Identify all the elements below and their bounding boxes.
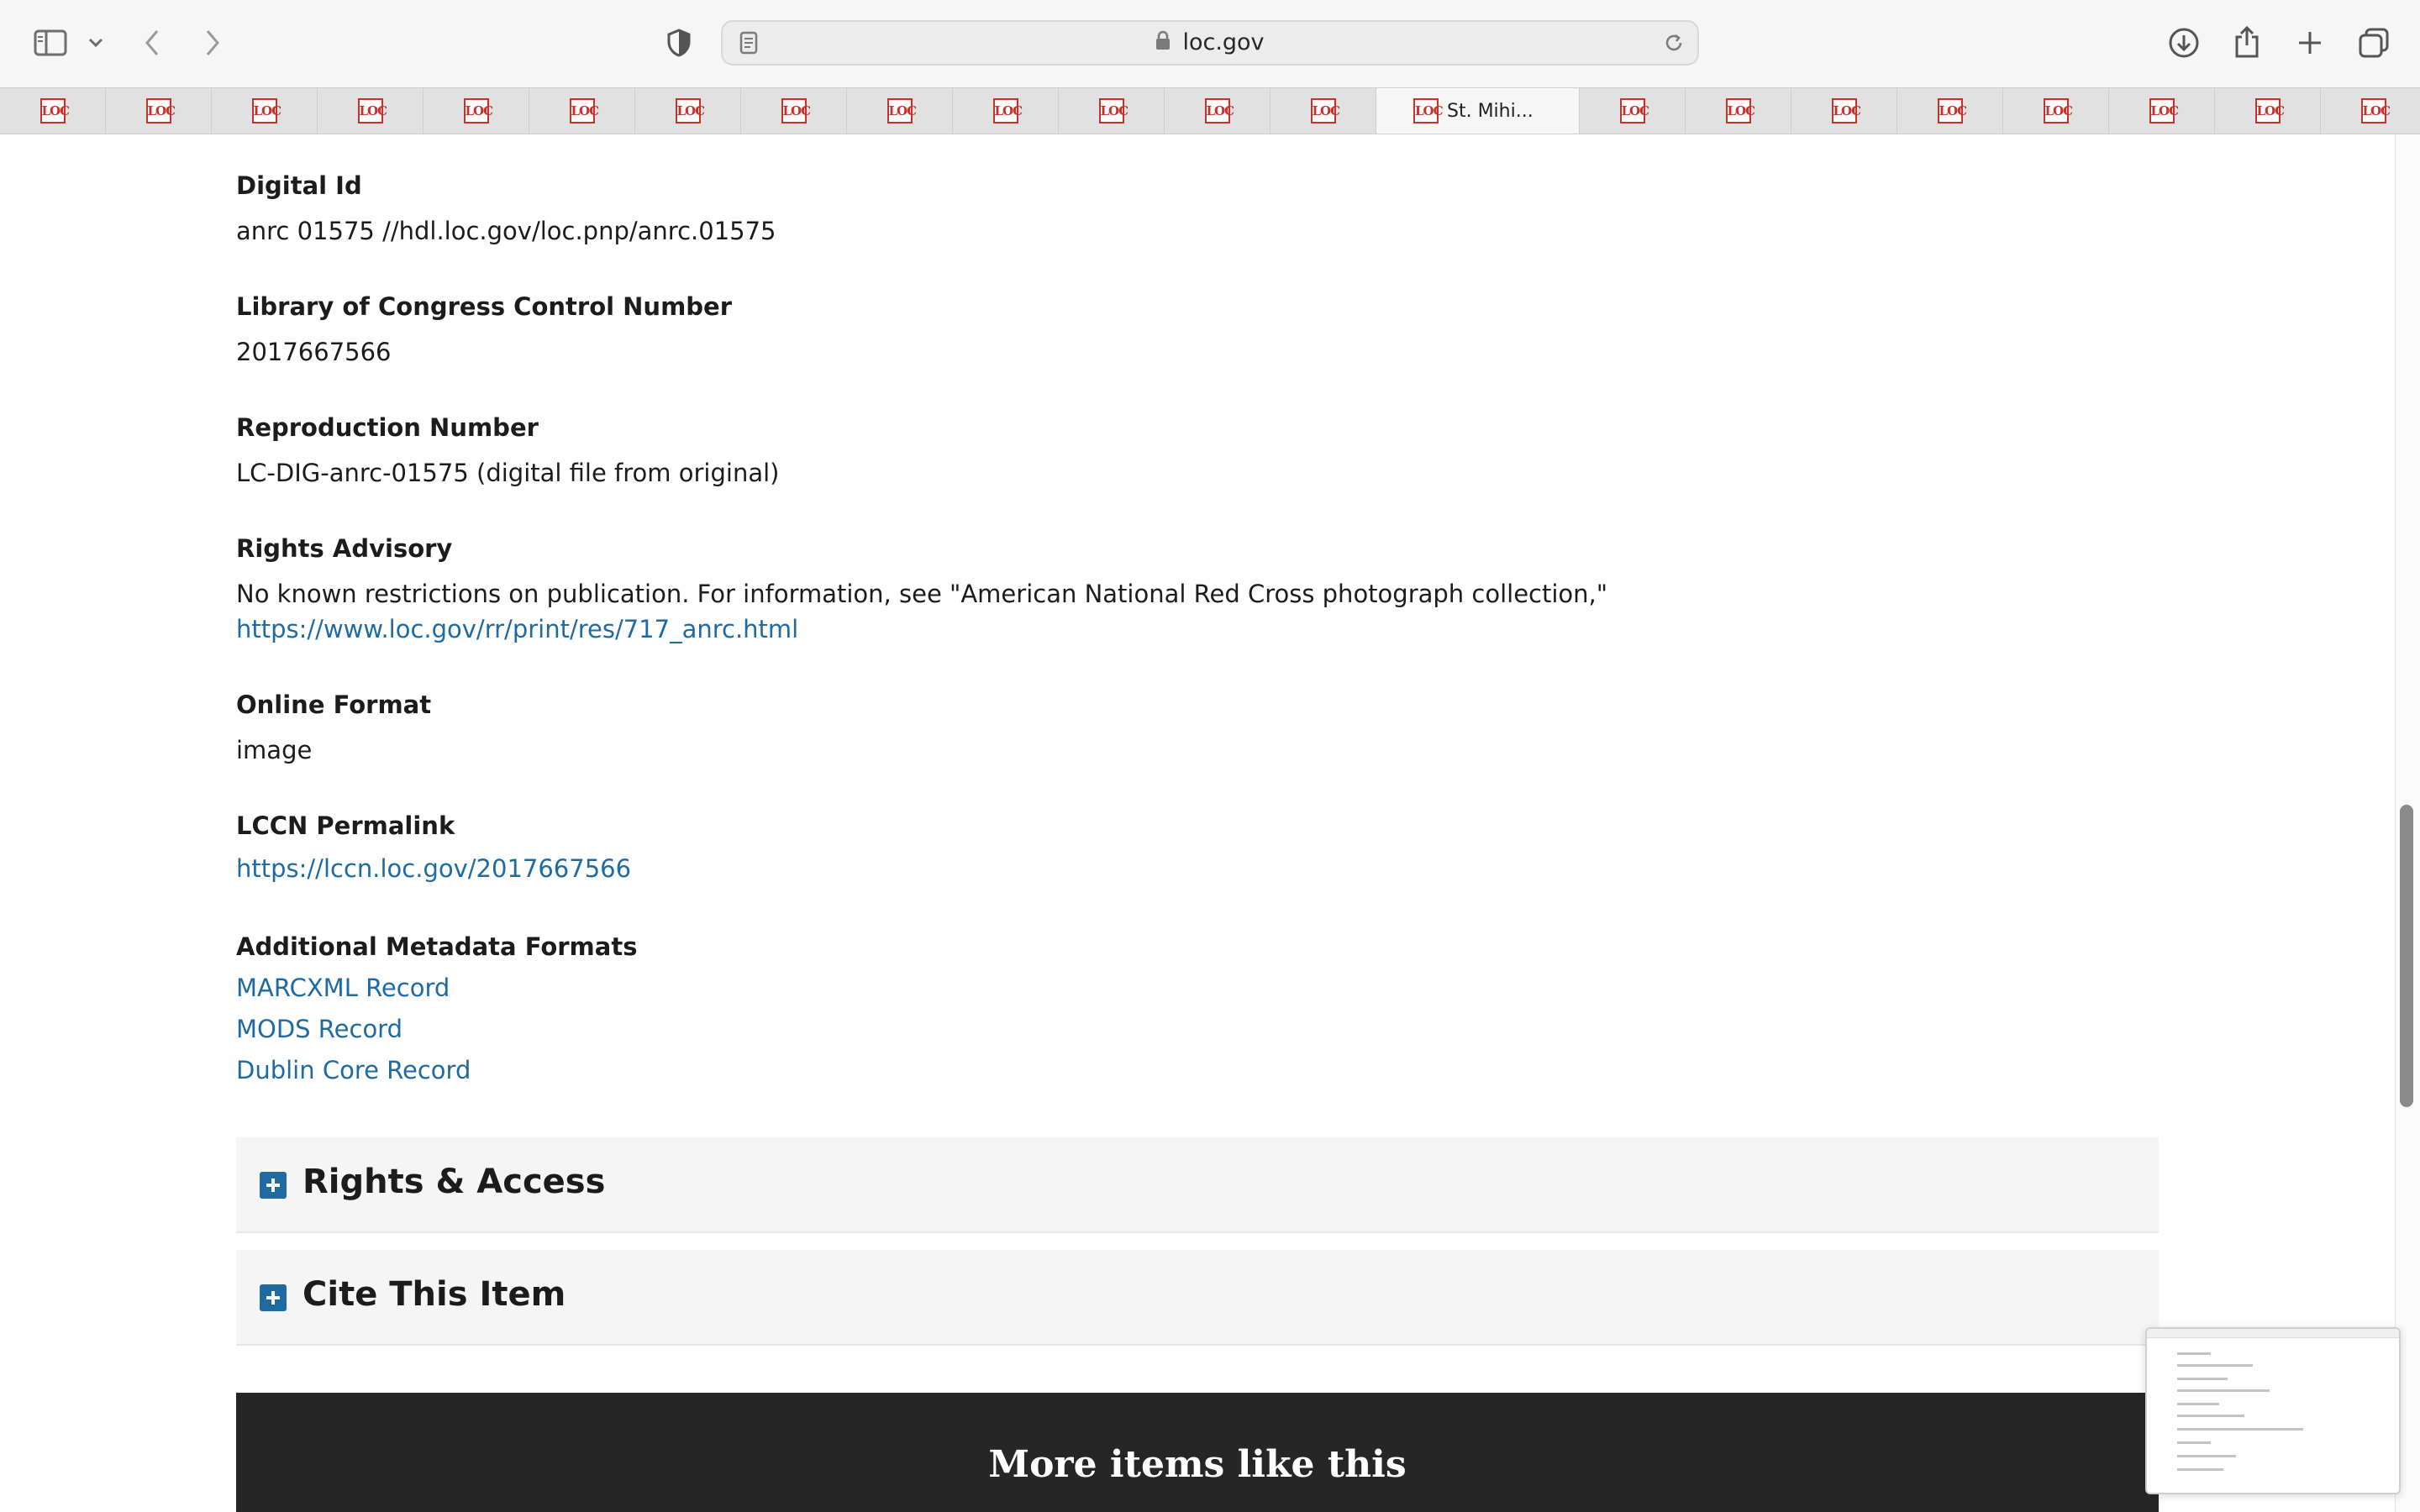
tab[interactable]: [2003, 88, 2109, 134]
field-additional-metadata: [236, 932, 637, 1091]
thumbnail-line: [2177, 1428, 2303, 1431]
chevron-left-icon[interactable]: [139, 25, 165, 60]
loc-favicon-icon: LOC: [887, 98, 913, 123]
field-digital-id: [236, 171, 776, 249]
loc-favicon-icon: LOC: [252, 98, 277, 123]
tab[interactable]: [106, 88, 212, 134]
loc-favicon-icon: LOC: [993, 98, 1018, 123]
thumbnail-line: [2177, 1352, 2211, 1355]
loc-favicon-icon: LOC: [40, 98, 66, 123]
tab[interactable]: [529, 88, 635, 134]
loc-favicon-icon: LOC: [358, 98, 383, 123]
loc-favicon-icon: LOC: [1099, 98, 1124, 123]
tab[interactable]: [635, 88, 741, 134]
tab[interactable]: [424, 88, 529, 134]
accordion-title[interactable]: Rights & Access: [302, 1163, 606, 1201]
more-items-section: [236, 1393, 2159, 1512]
tabs-icon[interactable]: [2356, 25, 2391, 60]
field-rights-advisory: [236, 534, 1607, 647]
loc-favicon-icon: LOC: [2149, 98, 2175, 123]
shield-icon[interactable]: [664, 27, 694, 59]
tab[interactable]: [1686, 88, 1791, 134]
field-label: LCCN Permalink: [236, 811, 455, 840]
loc-favicon-icon: LOC: [1726, 98, 1751, 123]
field-value: image: [236, 736, 313, 764]
loc-favicon-icon: LOC: [781, 98, 807, 123]
thumbnail-toolbar: [2147, 1329, 2399, 1338]
tab-strip: [0, 87, 2420, 134]
accordion-title[interactable]: Cite This Item: [302, 1275, 566, 1314]
tab[interactable]: [1165, 88, 1270, 134]
tab[interactable]: [953, 88, 1059, 134]
chevron-right-icon[interactable]: [200, 25, 225, 60]
loc-favicon-icon: LOC: [1205, 98, 1230, 123]
loc-favicon-icon: LOC: [1413, 98, 1439, 123]
field-label: Reproduction Number: [236, 413, 539, 442]
tab[interactable]: [1897, 88, 2003, 134]
field-label: Library of Congress Control Number: [236, 292, 733, 321]
url-label: loc.gov: [1182, 29, 1265, 55]
page-thumbnail-preview[interactable]: [2145, 1327, 2401, 1494]
loc-favicon-icon: LOC: [146, 98, 171, 123]
thumbnail-line: [2177, 1378, 2228, 1380]
thumbnail-line: [2177, 1389, 2270, 1392]
field-value: LC-DIG-anrc-01575 (digital file from original): [236, 459, 780, 487]
thumbnail-line: [2177, 1455, 2236, 1457]
thumbnail-line: [2177, 1441, 2211, 1444]
field-lccn-permalink: [236, 811, 631, 887]
tab[interactable]: [1270, 88, 1376, 134]
accordion-rights-access[interactable]: [236, 1137, 2159, 1233]
reload-icon[interactable]: [1660, 30, 1687, 55]
plus-box-icon[interactable]: [260, 1284, 287, 1311]
loc-favicon-icon: LOC: [2044, 98, 2069, 123]
tab[interactable]: [2215, 88, 2321, 134]
tab[interactable]: [2109, 88, 2215, 134]
address-bar[interactable]: [721, 20, 1699, 66]
tab[interactable]: [318, 88, 424, 134]
accordion-cite-this-item[interactable]: [236, 1250, 2159, 1346]
field-reproduction-number: [236, 413, 779, 491]
tab[interactable]: [2321, 88, 2420, 134]
field-label: Additional Metadata Formats: [236, 932, 638, 961]
thumbnail-line: [2177, 1415, 2244, 1417]
page-content: [0, 134, 2420, 1512]
thumbnail-line: [2177, 1403, 2219, 1405]
tab-active[interactable]: [1376, 88, 1580, 134]
lock-icon: [1155, 23, 1171, 65]
thumbnail-line: [2177, 1364, 2253, 1367]
marcxml-record-link[interactable]: MARCXML Record: [236, 974, 450, 1002]
loc-favicon-icon: LOC: [2361, 98, 2386, 123]
field-value: 2017667566: [236, 338, 392, 366]
url-text[interactable]: [723, 22, 1697, 64]
field-lccn: [236, 292, 732, 370]
plus-box-icon[interactable]: [260, 1172, 287, 1199]
more-items-title: More items like this: [988, 1443, 1407, 1486]
field-label: Digital Id: [236, 171, 362, 200]
tab[interactable]: [212, 88, 318, 134]
chevron-down-icon[interactable]: [86, 30, 106, 55]
tab-title: St. Mihi...: [1447, 100, 1534, 122]
loc-favicon-icon: LOC: [2255, 98, 2281, 123]
loc-favicon-icon: LOC: [1832, 98, 1857, 123]
share-icon[interactable]: [2230, 24, 2264, 60]
mods-record-link[interactable]: MODS Record: [236, 1015, 403, 1043]
field-label: Rights Advisory: [236, 534, 453, 563]
lccn-permalink-link[interactable]: https://lccn.loc.gov/2017667566: [236, 854, 632, 883]
loc-favicon-icon: LOC: [676, 98, 701, 123]
loc-favicon-icon: LOC: [1311, 98, 1336, 123]
field-value: No known restrictions on publication. For information, see "American National Red Cross photograph collection,": [236, 580, 1608, 608]
tab[interactable]: [1580, 88, 1686, 134]
loc-favicon-icon: LOC: [1620, 98, 1645, 123]
tab[interactable]: [0, 88, 106, 134]
thumbnail-line: [2177, 1468, 2223, 1471]
loc-favicon-icon: LOC: [464, 98, 489, 123]
rights-advisory-link[interactable]: https://www.loc.gov/rr/print/res/717_anrc.html: [236, 615, 799, 643]
loc-favicon-icon: LOC: [1938, 98, 1963, 123]
tab[interactable]: [1059, 88, 1165, 134]
tab[interactable]: [1791, 88, 1897, 134]
sidebar-icon[interactable]: [32, 27, 69, 59]
browser-toolbar: [0, 0, 2420, 87]
field-online-format: [236, 690, 431, 768]
dublin-core-record-link[interactable]: Dublin Core Record: [236, 1056, 471, 1084]
tab[interactable]: [847, 88, 953, 134]
field-value: anrc 01575 //hdl.loc.gov/loc.pnp/anrc.01575: [236, 217, 776, 245]
loc-favicon-icon: LOC: [570, 98, 595, 123]
field-label: Online Format: [236, 690, 432, 719]
download-icon[interactable]: [2166, 25, 2202, 60]
scrollbar-thumb[interactable]: [2400, 805, 2413, 1107]
plus-icon[interactable]: [2294, 27, 2326, 59]
tab[interactable]: [741, 88, 847, 134]
